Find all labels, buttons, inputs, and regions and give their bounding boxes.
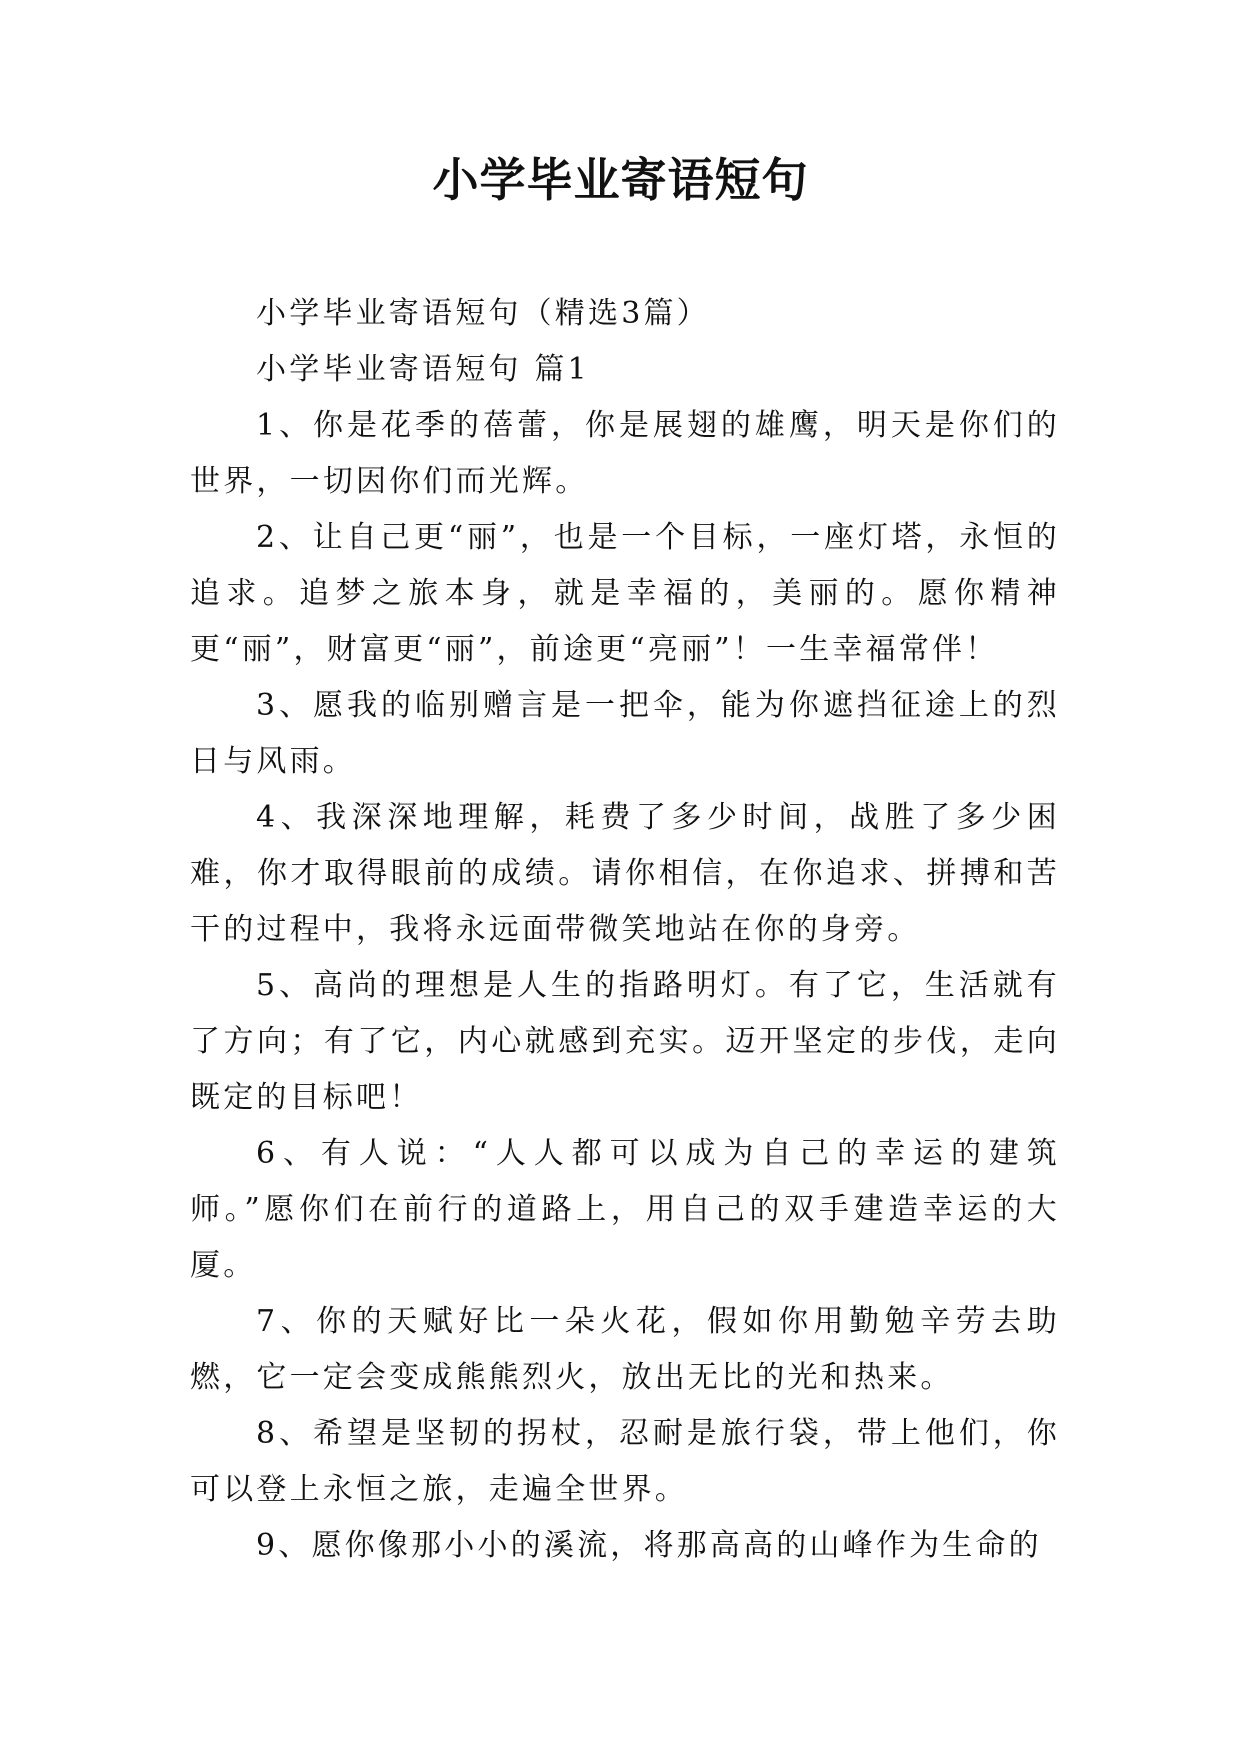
document-subtitle: 小学毕业寄语短句（精选3篇） — [256, 296, 710, 331]
document-title: 小学毕业寄语短句 — [432, 153, 809, 207]
paragraph-6: 6、有人说：“人人都可以成为自己的幸运的建筑师。”愿你们在前行的道路上，用自己的双手建造幸运的大厦。 — [190, 1136, 1060, 1283]
document-body — [190, 286, 1060, 1574]
paragraph-7: 7、你的天赋好比一朵火花，假如你用勤勉辛劳去助燃，它一定会变成熊熊烈火，放出无比的光和热来。 — [190, 1304, 1060, 1395]
section-heading: 小学毕业寄语短句 篇1 — [256, 352, 590, 387]
paragraph-1: 1、你是花季的蓓蕾，你是展翅的雄鹰，明天是你们的世界，一切因你们而光辉。 — [190, 408, 1060, 499]
paragraph-5: 5、高尚的理想是人生的指路明灯。有了它，生活就有了方向；有了它，内心就感到充实。迈开坚定的步伐，走向既定的目标吧！ — [190, 968, 1060, 1115]
paragraph-8: 8、希望是坚韧的拐杖，忍耐是旅行袋，带上他们，你可以登上永恒之旅，走遍全世界。 — [190, 1416, 1060, 1507]
paragraph-2: 2、让自己更“丽”，也是一个目标，一座灯塔，永恒的追求。追梦之旅本身，就是幸福的，美丽的。愿你精神更“丽”，财富更“丽”，前途更“亮丽”！一生幸福常伴！ — [190, 520, 1060, 667]
paragraph-3: 3、愿我的临别赠言是一把伞，能为你遮挡征途上的烈日与风雨。 — [190, 688, 1060, 779]
paragraph-9: 9、愿你像那小小的溪流，将那高高的山峰作为生命的 — [256, 1528, 1042, 1563]
paragraph-4: 4、我深深地理解，耗费了多少时间，战胜了多少困难，你才取得眼前的成绩。请你相信，在你追求、拼搏和苦干的过程中，我将永远面带微笑地站在你的身旁。 — [190, 800, 1060, 947]
